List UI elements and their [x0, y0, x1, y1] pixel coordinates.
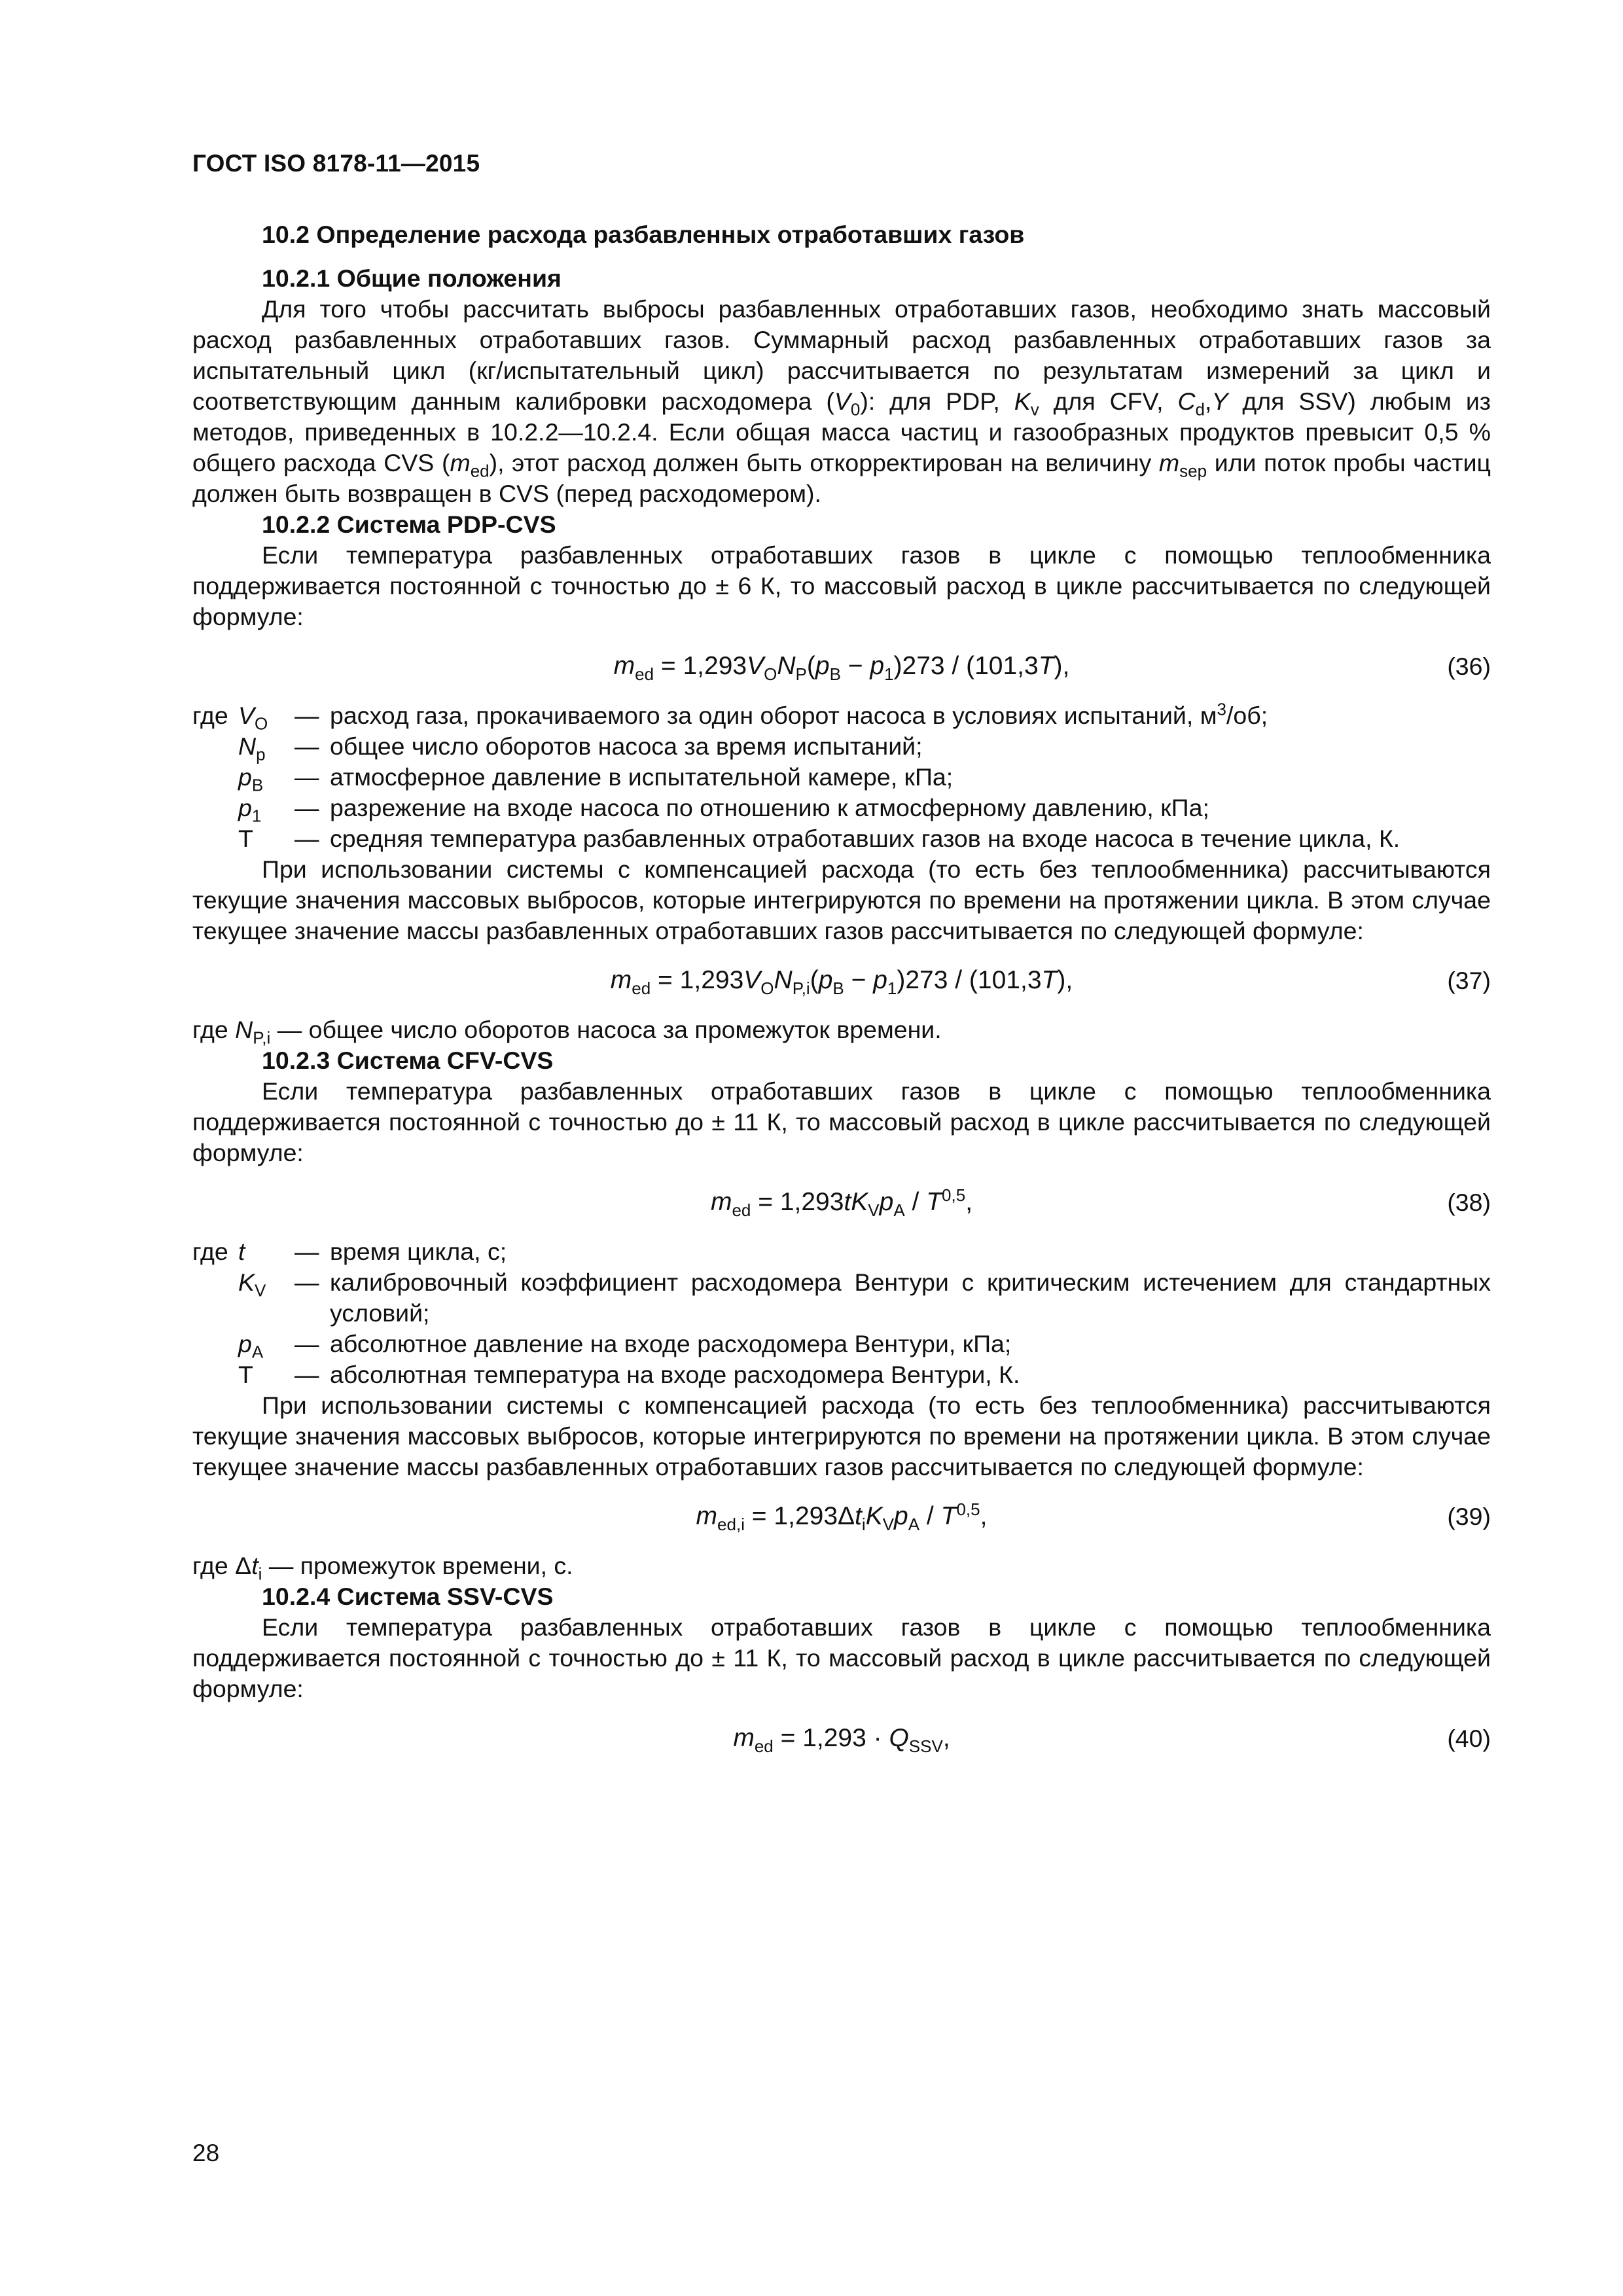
cfv-intro-paragraph: Если температура разбавленных отработавших газов в цикле с помощью теплообменника поддерживается постоянной с точностью до ± 11 К, то массовый расход в цикле рассчитывается по следующей формуле:: [192, 1077, 1491, 1166]
subsection-heading-pdp: 10.2.2 Система PDP-CVS: [262, 511, 556, 538]
cfv-compensation-paragraph: При использовании системы с компенсацией расхода (то есть без теплообменника) рассчитываются текущие значения массовых выбросов, которые интегрируются по времени на протяжении цикла. В этом случае текущее значение массы разбавленных отработавших газов рассчитывается по следующей формуле:: [192, 1391, 1491, 1480]
pdp-definitions: [192, 700, 1491, 854]
formula-39-where: где $\Delta t_i$ — промежуток времени, с.: [192, 1552, 573, 1584]
formula-36-number: (36): [1447, 653, 1491, 680]
page-content: [192, 219, 1491, 1772]
formula-38: [192, 1168, 1491, 1236]
pdp-intro-paragraph: Если температура разбавленных отработавших газов в цикле с помощью теплообменника поддерживается постоянной с точностью до ± 6 К, то массовый расход в цикле рассчитывается по следующей формуле:: [192, 541, 1491, 630]
subsection-heading-cfv: 10.2.3 Система CFV-CVS: [262, 1047, 554, 1074]
definition-row: $p_B$ — атмосферное давление в испытательной камере, кПа;: [238, 763, 954, 795]
subsection-heading-general: 10.2.1 Общие положения: [262, 264, 562, 292]
formula-37: [192, 946, 1491, 1014]
definition-row: T — средняя температура разбавленных отработавших газов на входе насоса в течение цикла, К.: [238, 825, 1400, 852]
section-title: 10.2 Определение расхода разбавленных отработавших газов: [262, 221, 1025, 248]
formula-38-expression: $m_{ed} = 1,293tK_Vp_A / T^{0,5}$,: [710, 1185, 973, 1220]
definition-row: где $V_O$ — расход газа, прокачиваемого за один оборот насоса в условиях испытаний, $м^3/об$;: [192, 699, 1268, 734]
definition-row: $p_A$ — абсолютное давление на входе расходомера Вентури, кПа;: [238, 1330, 1012, 1362]
formula-39-expression: $m_{ed,i} = 1,293\Delta t_iK_Vp_A / T^{0,5}$,: [696, 1499, 988, 1534]
formula-36-expression: $m_{ed} = 1,293V_ON_P(p_B - p_1)273 / (101,3T)$,: [613, 652, 1070, 684]
formula-37-where: где $N_{P,i}$ — общее число оборотов насоса за промежуток времени.: [192, 1016, 942, 1048]
definition-row: где t — время цикла, с;: [192, 1238, 507, 1265]
formula-40-expression: $m_{ed} = 1,293 \cdot Q_{SSV}$,: [733, 1724, 950, 1756]
formula-39: [192, 1482, 1491, 1551]
page-number: 28: [192, 2140, 220, 2166]
definition-row: $K_V$ — калибровочный коэффициент расходомера Вентури с критическим истечением для стандартных условий;: [238, 1268, 1491, 1327]
general-paragraph: Для того чтобы рассчитать выбросы разбавленных отработавших газов, необходимо знать массовый расход разбавленных отработавших газов. Суммарный расход разбавленных отработавших газов за испытательный цикл (кг/испытательный цикл) рассчитывается по результатам измерений за цикл и соответствующим данным калибровки расходомера $(V_0)$: для PDP, $K_v$ для CFV, $C_d,Y$ для SSV) любым из методов, приведенных в 10.2.2—10.2.4. Если общая масса частиц и газообразных продуктов превысит 0,5 % общего расхода CVS $(m_{ed})$, этот расход должен быть откорректирован на величину $m_{sep}$ или поток пробы частиц должен быть возвращен в CVS (перед расходомером).: [192, 295, 1491, 507]
formula-39-number: (39): [1447, 1503, 1491, 1530]
ssv-intro-paragraph: Если температура разбавленных отработавших газов в цикле с помощью теплообменника поддерживается постоянной с точностью до ± 11 К, то массовый расход в цикле рассчитывается по следующей формуле:: [192, 1613, 1491, 1702]
definition-row: $N_p$ — общее число оборотов насоса за время испытаний;: [238, 732, 923, 764]
formula-37-number: (37): [1447, 967, 1491, 994]
formula-38-number: (38): [1447, 1189, 1491, 1216]
document-identifier: ГОСТ ISO 8178-11—2015: [192, 150, 480, 177]
formula-40-number: (40): [1447, 1725, 1491, 1752]
formula-37-expression: $m_{ed} = 1,293V_ON_{P,i}(p_B - p_1)273 / (101,3T)$,: [610, 966, 1073, 998]
subsection-heading-ssv: 10.2.4 Система SSV-CVS: [262, 1583, 554, 1610]
definition-row: $p_1$ — разрежение на входе насоса по отношению к атмосферному давлению, кПа;: [238, 794, 1209, 826]
pdp-compensation-paragraph: При использовании системы с компенсацией расхода (то есть без теплообменника) рассчитываются текущие значения массовых выбросов, которые интегрируются по времени на протяжении цикла. В этом случае текущее значение массы разбавленных отработавших газов рассчитывается по следующей формуле:: [192, 855, 1491, 944]
definition-row: T — абсолютная температура на входе расходомера Вентури, К.: [238, 1361, 1020, 1388]
formula-36: [192, 632, 1491, 700]
formula-40: [192, 1704, 1491, 1772]
cfv-definitions: [192, 1236, 1491, 1390]
